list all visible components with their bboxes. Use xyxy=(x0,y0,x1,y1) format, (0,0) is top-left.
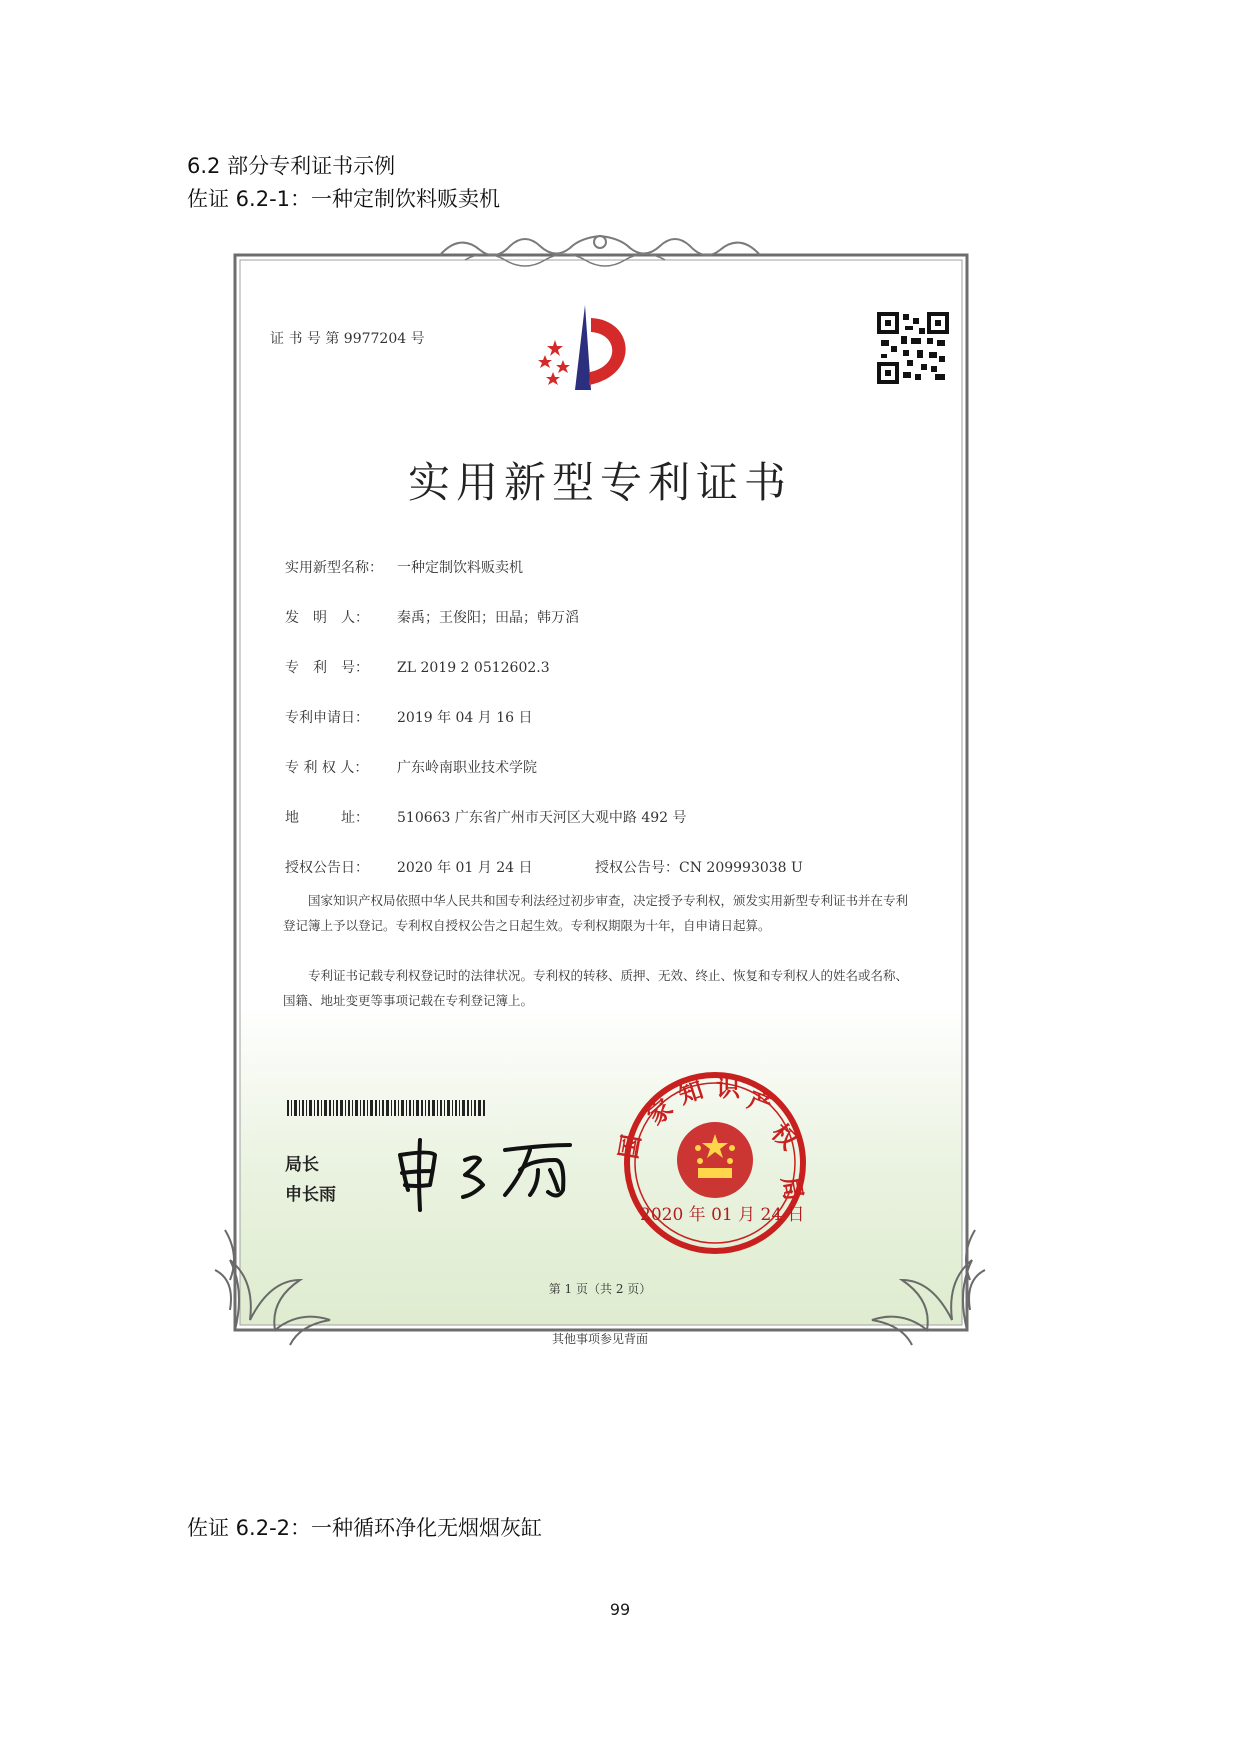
page-number: 99 xyxy=(609,1600,631,1619)
svg-text:国: 国 xyxy=(613,1132,647,1162)
certificate-back-note: 其他事项参见背面 xyxy=(551,1332,648,1346)
certificate-number: 证 书 号 第 9977204 号 xyxy=(270,331,425,347)
director-title: 局长 xyxy=(285,1155,319,1175)
field-value: ZL 2019 2 0512602.3 xyxy=(397,660,550,676)
barcode-icon xyxy=(287,1100,487,1116)
field-patent-number xyxy=(285,657,550,677)
field-label: 专利申请日： xyxy=(285,710,369,726)
field-label: 地 址： xyxy=(285,810,369,826)
field-value: CN 209993038 U xyxy=(679,860,803,876)
seal-date: 2020 年 01 月 24 日 xyxy=(640,1205,805,1225)
svg-text:识: 识 xyxy=(716,1073,740,1102)
certificate-title: 实用新型专利证书 xyxy=(407,458,792,507)
field-utility-model-name xyxy=(285,557,523,577)
svg-text:知: 知 xyxy=(674,1074,707,1110)
field-value: 510663 广东省广州市天河区大观中路 492 号 xyxy=(397,810,687,826)
field-value: 秦禹；王俊阳；田晶；韩万滔 xyxy=(397,610,579,626)
field-patent-holder xyxy=(285,757,537,777)
figure-caption-1: 佐证 6.2-1：一种定制饮料贩卖机 xyxy=(187,187,501,211)
field-grant-date xyxy=(285,857,533,877)
qr-code-icon xyxy=(877,312,949,384)
field-label: 发 明 人： xyxy=(285,610,369,626)
svg-text:权: 权 xyxy=(765,1117,804,1156)
patent-emblem-icon xyxy=(515,300,655,400)
field-address xyxy=(285,807,687,827)
figure-caption-2: 佐证 6.2-2：一种循环净化无烟烟灰缸 xyxy=(187,1516,543,1540)
svg-text:局: 局 xyxy=(776,1174,809,1203)
svg-text:产: 产 xyxy=(743,1084,777,1121)
field-label: 专 利 号： xyxy=(285,660,369,676)
director-name: 申长雨 xyxy=(285,1185,336,1205)
seal-stamp-icon xyxy=(613,1068,810,1258)
field-inventor xyxy=(285,607,579,627)
field-label: 授权公告日： xyxy=(285,860,369,876)
signature-icon xyxy=(390,1125,590,1215)
field-label: 授权公告号： xyxy=(595,860,679,876)
field-value: 2019 年 04 月 16 日 xyxy=(397,710,533,726)
certificate-paragraph-2: 专利证书记载专利权登记时的法律状况。专利权的转移、质押、无效、终止、恢复和专利权人的姓名或名称、国籍、地址变更等事项记载在专利登记簿上。 xyxy=(283,968,909,1008)
certificate-border xyxy=(185,230,1015,1380)
field-publication-number xyxy=(595,857,803,877)
field-value: 2020 年 01 月 24 日 xyxy=(397,860,533,876)
certificate-paragraph-1: 国家知识产权局依照中华人民共和国专利法经过初步审查，决定授予专利权，颁发实用新型专利证书并在专利登记簿上予以登记。专利权自授权公告之日起生效。专利权期限为十年，自申请日起算。 xyxy=(283,893,909,933)
svg-text:家: 家 xyxy=(641,1092,679,1131)
certificate-page-indicator: 第 1 页（共 2 页） xyxy=(548,1282,652,1296)
field-value: 一种定制饮料贩卖机 xyxy=(397,560,523,576)
top-ornament-icon xyxy=(440,236,760,266)
field-label: 专 利 权 人： xyxy=(285,760,369,776)
field-label: 实用新型名称： xyxy=(285,560,383,576)
patent-certificate xyxy=(185,230,1015,1380)
section-heading: 6.2 部分专利证书示例 xyxy=(187,154,396,178)
field-value: 广东岭南职业技术学院 xyxy=(397,760,537,776)
field-filing-date xyxy=(285,707,533,727)
